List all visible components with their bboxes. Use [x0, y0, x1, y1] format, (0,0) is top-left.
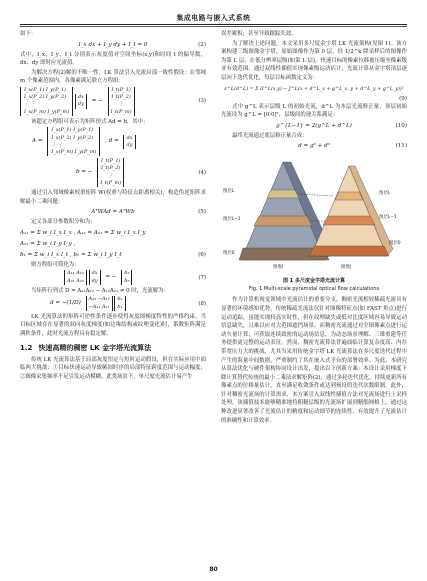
- equation-3: [20, 87, 206, 116]
- matrix-row: I_x(P_m) I_y(P_m): [51, 148, 97, 155]
- section-heading: [20, 342, 206, 354]
- equation-8-number: (8): [198, 300, 206, 307]
- matrix-row: I_x(P_2) I_y(P_2): [51, 134, 94, 141]
- left-column: [20, 30, 206, 563]
- vector-entry: I_t(P_m): [100, 179, 122, 186]
- equation-9-number-row: [221, 95, 407, 103]
- journal-title: 集成电路与嵌入式系统: [176, 14, 251, 22]
- vector-entry: dx: [126, 134, 133, 141]
- equation-11-number: (11): [395, 143, 407, 150]
- equation-7-number: (7): [198, 274, 206, 281]
- matrix-a-label: A =: [32, 138, 43, 145]
- left-label-top: 图层L: [223, 189, 235, 195]
- paragraph-lead: 如下：: [20, 31, 37, 37]
- matrix-row: ⋮ ⋮: [51, 141, 63, 148]
- comma-d-label: , d =: [105, 138, 119, 145]
- image-i-label: 图像I: [273, 265, 284, 271]
- equation-10: [221, 121, 407, 132]
- page-number: 80: [209, 566, 218, 573]
- vector-entry: dy: [126, 141, 133, 148]
- right-layer-top: [335, 192, 363, 200]
- matrix-row: A₂₁ A₂₂: [67, 277, 84, 284]
- vector-entry: b₂: [124, 277, 130, 284]
- equation-3-vector: [75, 94, 87, 108]
- matrix-row: I_x(P_m) I_y(P_m): [24, 108, 70, 115]
- figure-caption-cn: 图 1 多尺度金字塔光流计算: [283, 278, 345, 285]
- equation-9: [221, 84, 407, 95]
- equation-4-vector-b: [97, 158, 124, 187]
- paragraph-final-flow: 最终光流通过底层修正量合成：: [232, 132, 308, 139]
- equation-8-vector-b: [114, 296, 125, 310]
- right-column: [221, 30, 407, 563]
- equation-2-body: I_x dx + I_y dy + I_t = 0: [78, 41, 148, 48]
- equation-3-matrix: [20, 87, 73, 116]
- equation-2-number: (2): [198, 41, 206, 48]
- equation-6-line-2: [20, 239, 206, 250]
- vector-b-label: b = −: [76, 169, 93, 176]
- equation-6-body-3: b₁ = Σ w_i I_x I_t , b₂ = Σ w_i I_y I_t: [20, 251, 122, 258]
- equation-4-matrix-a: [47, 127, 100, 156]
- equation-5-body: AᵀWAd = AᵀWb: [91, 209, 135, 216]
- matrix-row: A₁₁ A₁₂: [67, 270, 84, 277]
- vector-entry: b₁: [117, 296, 123, 303]
- equation-7-vector-b: [121, 270, 132, 284]
- paragraph-continuation: 误差累积，甚至导致跟踪失效。: [221, 31, 297, 37]
- equation-6-line-3: [20, 250, 206, 261]
- paragraph-invertibility: LK 光流算法的矩阵可逆性条件逐步使得灰度图梯度特性的严格约束。当目标区域存在显著的双向灰度梯度(如边缘结构或纹理变化)时，系数矩阵满足满秩条件，此时光流方程具有稳定解。: [20, 313, 206, 337]
- equation-9-number: (9): [399, 95, 407, 102]
- left-layer-mid: [254, 216, 312, 226]
- running-header: [0, 0, 427, 30]
- right-layer-mid: [323, 216, 375, 225]
- solution-label: d = −(1/D): [50, 300, 81, 307]
- equation-5-number: (5): [198, 209, 206, 216]
- equation-4-vector-d: [123, 135, 135, 149]
- right-pyramid: [309, 166, 393, 256]
- equation-6-line-1: [20, 228, 206, 239]
- paragraph-lk-assumption: 为解决方程(2)解的不唯一性，LK 算法引入光流局部一致性假设：在邻域 m 个像素范围内，各像素满足联立方程组：: [20, 69, 206, 85]
- equation-4-number: (4): [198, 169, 206, 176]
- vector-entry: I_t(P_1): [101, 158, 121, 165]
- vector-entry: b₂: [117, 303, 123, 310]
- vector-entry: dy: [91, 277, 98, 284]
- equation-7: [20, 270, 206, 284]
- paragraph-pyramid-method: 为了解决上述问题，本文采用多尺度金字塔 LK 光流架构(见图 1)。该方案构建三级图像金字塔，原始图像作为第 0 层，经 1/2^k 降采样后的图像作为第 L 层。在低分辨率层级(如第 L 层)，快速目标的像素位移被压缩至像素级亚有效范围，通过双线性插值实现像素级运动估计，光流计算从金字塔顶层逐层向下迭代优化，每层目标函数定义为：: [221, 40, 407, 81]
- equation-8-matrix: [86, 296, 113, 310]
- equation-2: [20, 40, 206, 51]
- equation-3-rhs: [108, 87, 135, 116]
- vector-entry: dy: [77, 101, 84, 108]
- equation-7-vector-d: [89, 270, 101, 284]
- equation-4-b: [20, 158, 206, 187]
- left-label-mid: 图层L−1: [223, 217, 241, 223]
- equation-11: [221, 141, 407, 152]
- paragraph-matrix-form: 该超定方程组可表示为矩阵形式 Ad = b，其中：: [31, 118, 149, 125]
- left-label-base: 图层0: [223, 251, 235, 257]
- paragraph-symbols: 式中，I_x、I_y、I_t 分别表示灰度值对空间坐标(x,y)和时间 t 的偏导数，dx、dy 即时应光流值。: [20, 51, 206, 67]
- vector-entry: I_t(P_m): [110, 108, 132, 115]
- equation-6-body-2: A₂₂ = Σ w_i I_y I_y ,: [20, 240, 76, 247]
- equation-7-matrix: [64, 270, 87, 284]
- figure-pyramid: [221, 156, 407, 276]
- section-number: 1.2: [20, 343, 33, 352]
- paragraph-challenges: 传统 LK 光流算法基于局部灰度恒定与短时运动假设，但在实际应用中面临两大挑战：①目标快速运动导致帧间时序的局部特征跨度范围与运动幅度；②图像采集频率不足引发运动模糊。此类场景下，单尺度光流估计易产生: [20, 356, 206, 380]
- equation-11-body: d = g⁰ + d⁰: [298, 143, 330, 150]
- matrix-row: I_x(P_1) I_y(P_1): [51, 127, 94, 134]
- equation-5: [20, 207, 206, 218]
- paragraph-determinant: 当矩阵行列式 D = A₁₁A₂₂ − A₁₂A₂₁ ≠ 0 时，光流解为：: [31, 287, 169, 294]
- header-rule: [20, 24, 407, 25]
- vector-entry: I_t(P_2): [101, 165, 121, 172]
- equation-6-number: (6): [198, 251, 206, 258]
- equals-minus: = −: [105, 274, 117, 281]
- paragraph-define-sums: 定义各部分参数积分和为：: [31, 219, 96, 226]
- figure-caption-en: Fig. 1 Multi-scale pyramidal optical flow calculations: [248, 286, 380, 293]
- equals-minus: = −: [91, 98, 103, 105]
- equation-3-number: (3): [198, 98, 206, 105]
- paragraph-weight-matrix: 通过引入邻域像素权重矩阵 W(权重与特征点距离相关)，构造伪逆矩阵求解最小二乘问题：: [20, 190, 206, 205]
- matrix-row: I_x(P_2) I_y(P_2): [24, 94, 67, 101]
- paragraph-dense-flow: 作为计算机视觉领域中光流估计的重要分支，稠密光流相较稀疏光流具有显著的环境感知优势。传统稀疏光流法仅针对图像特征点(如 FAST 角点)进行运动追踪，虽能实现较高实时性，但在纹理缺失或低对比度区域容易导致运动信息缺失，且难以应对大范围遮挡场景。而稠密光流通过对全图像素点进行运动矢量计算，可获取连续致密的运动场信息，为动态场景理解、三维重建等任务提供更完整的运动表征。然而，稠密光流算法普遍面临计算复杂度高、内存带宽压力大的挑战，尤其当采用传统金字塔 LK 光流算法在多尺度迭代过程中产生的海量中间数据，严重制约了其在嵌入式平台的部署效率。为此，本研究从算法优化与硬件架构协同设计出发，提出以下创新方案：本设计采用梯度下降计算替代传统的最小二乘法求解矩阵(2)，通过多轮迭代优化，持续更新所有像素点的位移量估计，直至满足收敛条件或达到预设的迭代次数限制。此外，针对稠密光流场的计算需求，本方案引入双线性插值方法对光流场进行上采样处理，该插值技术能够精准地将粗糙层级的光流场扩展到精细网格上，通过这种改进显著改善了光流估计的精度和运动细节的连续性，有效提升了光流估计的准确性和计算效率。: [221, 297, 407, 424]
- matrix-row: A₂₂ −A₁₂: [88, 296, 110, 303]
- matrix-row: ⋮ ⋮: [24, 101, 36, 108]
- right-label-top: 图层L: [379, 191, 391, 197]
- equation-6-body-1: A₁₁ = Σ w_i I_x I_x , A₁₂ = A₂₁ = Σ w_i I_x I_y: [20, 229, 146, 236]
- equation-10-number: (10): [395, 122, 407, 129]
- right-layer-base: [309, 246, 389, 256]
- image-j-label: 图像J: [341, 265, 352, 271]
- equation-8: [20, 296, 206, 310]
- section-title: 快速高精的稠密 LK 金字塔光流算法: [38, 343, 152, 352]
- equation-4: [20, 127, 206, 156]
- paragraph-simplify: 则方程组可简化为：: [31, 261, 80, 268]
- vector-entry: dx: [77, 94, 84, 101]
- equation-9-body: ε^L(d^L) = Σ (I^L(x,y) − J^L(x + d^L_x + g^L_x, y + d^L_y + g^L_y))²: [224, 86, 404, 92]
- paragraph-initial-flow: 式中 g^L 表示层级 L 的初始光流，d^L 为本层光流修正量，顶层初始光流设为 g^L = [0 0]ᵀ，层级间的递关系满足：: [221, 103, 407, 119]
- vector-entry: ⋮: [118, 101, 124, 108]
- right-label-mid: 图层L−1: [379, 215, 397, 221]
- right-label-base: 图层0: [389, 241, 401, 247]
- matrix-row: I_x(P_1) I_y(P_1): [24, 86, 67, 93]
- header-rule-thin: [20, 26, 407, 27]
- left-layer-top: [267, 190, 299, 198]
- vector-entry: ⋮: [108, 172, 114, 179]
- vector-entry: I_t(P_1): [111, 86, 131, 93]
- vector-entry: b₁: [124, 270, 130, 277]
- vector-entry: dx: [91, 270, 98, 277]
- vector-entry: I_t(P_2): [111, 94, 131, 101]
- matrix-row: −A₂₁ A₁₁: [88, 303, 110, 310]
- equation-10-body: g^{L−1} = 2(g^L + d^L): [276, 122, 352, 129]
